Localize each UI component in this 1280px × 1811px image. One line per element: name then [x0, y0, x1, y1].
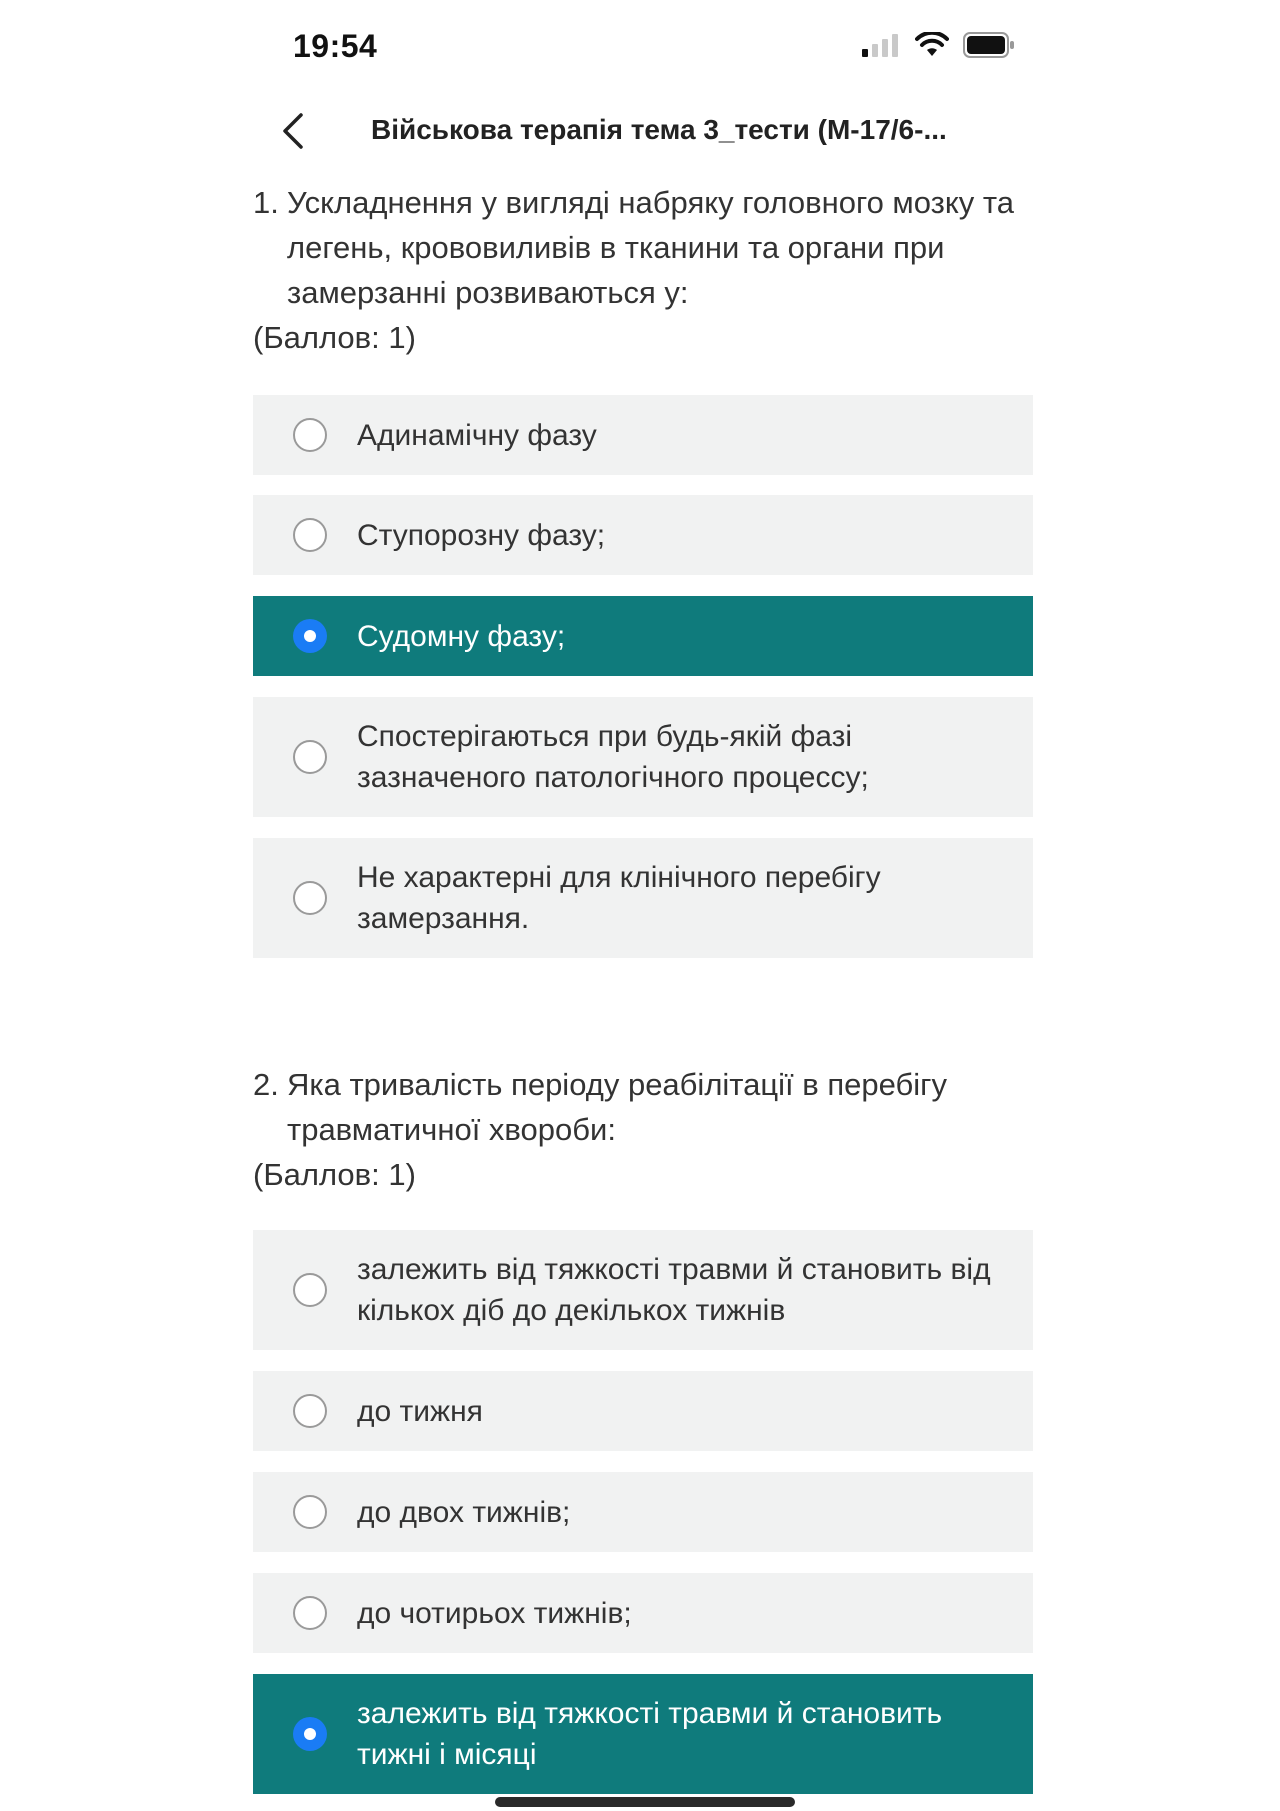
option-label: до тижня [357, 1394, 483, 1428]
radio-button[interactable] [293, 1596, 327, 1630]
radio-button[interactable] [293, 1394, 327, 1428]
chevron-left-icon [281, 112, 305, 150]
back-button[interactable] [271, 108, 315, 154]
radio-dot [304, 1728, 316, 1740]
radio-button[interactable] [293, 518, 327, 552]
question-text: Яка тривалість періоду реабілітації в перебігу травматичної хвороби: [287, 1067, 947, 1147]
question-2 [253, 1062, 1033, 1197]
option-label: до чотирьох тижнів; [357, 1596, 632, 1630]
option-label: до двох тижнів; [357, 1495, 571, 1529]
answer-option-selected[interactable] [253, 1674, 1033, 1794]
answer-option[interactable] [253, 838, 1033, 958]
radio-button-selected[interactable] [293, 1717, 327, 1751]
answer-option[interactable] [253, 495, 1033, 575]
option-label: Судомну фазу; [357, 619, 566, 653]
answer-option[interactable] [253, 1472, 1033, 1552]
option-label: залежить від тяжкості травми й становить від кількох діб до декількох тижнів [357, 1253, 991, 1327]
option-label: Не характерні для клінічного перебігу замерзання. [357, 861, 881, 935]
question-number: 2. [253, 1067, 279, 1102]
radio-button[interactable] [293, 1273, 327, 1307]
option-label: Адинамічну фазу [357, 418, 597, 452]
radio-dot [304, 630, 316, 642]
status-icons [861, 32, 1015, 58]
answer-option[interactable] [253, 1230, 1033, 1350]
home-indicator[interactable] [495, 1797, 795, 1807]
question-text: Ускладнення у вигляді набряку головного мозку та легень, крововиливів в тканини та органи при замерзанні розвиваються у: [287, 185, 1014, 310]
answer-option[interactable] [253, 395, 1033, 475]
question-number: 1. [253, 185, 279, 220]
wifi-icon [915, 32, 949, 58]
radio-button[interactable] [293, 418, 327, 452]
radio-button[interactable] [293, 740, 327, 774]
cellular-signal-icon [861, 33, 901, 57]
battery-icon [963, 32, 1015, 58]
option-label: Ступорозну фазу; [357, 518, 606, 552]
option-label: Спостерігаються при будь-якій фазі зазначеного патологічного процессу; [357, 720, 869, 794]
nav-bar [253, 100, 1028, 162]
status-time: 19:54 [293, 28, 378, 64]
answer-option[interactable] [253, 1573, 1033, 1653]
radio-button[interactable] [293, 881, 327, 915]
status-bar [253, 22, 1015, 70]
question-score: (Баллов: 1) [253, 1157, 416, 1192]
answer-option-selected[interactable] [253, 596, 1033, 676]
radio-button-selected[interactable] [293, 619, 327, 653]
radio-button[interactable] [293, 1495, 327, 1529]
question-1 [253, 180, 1033, 360]
answer-option[interactable] [253, 697, 1033, 817]
answer-option[interactable] [253, 1371, 1033, 1451]
page-title: Військова терапія тема 3_тести (М-17/6-... [371, 114, 947, 145]
option-label: залежить від тяжкості травми й становить тижні і місяці [357, 1697, 943, 1771]
question-score: (Баллов: 1) [253, 320, 416, 355]
